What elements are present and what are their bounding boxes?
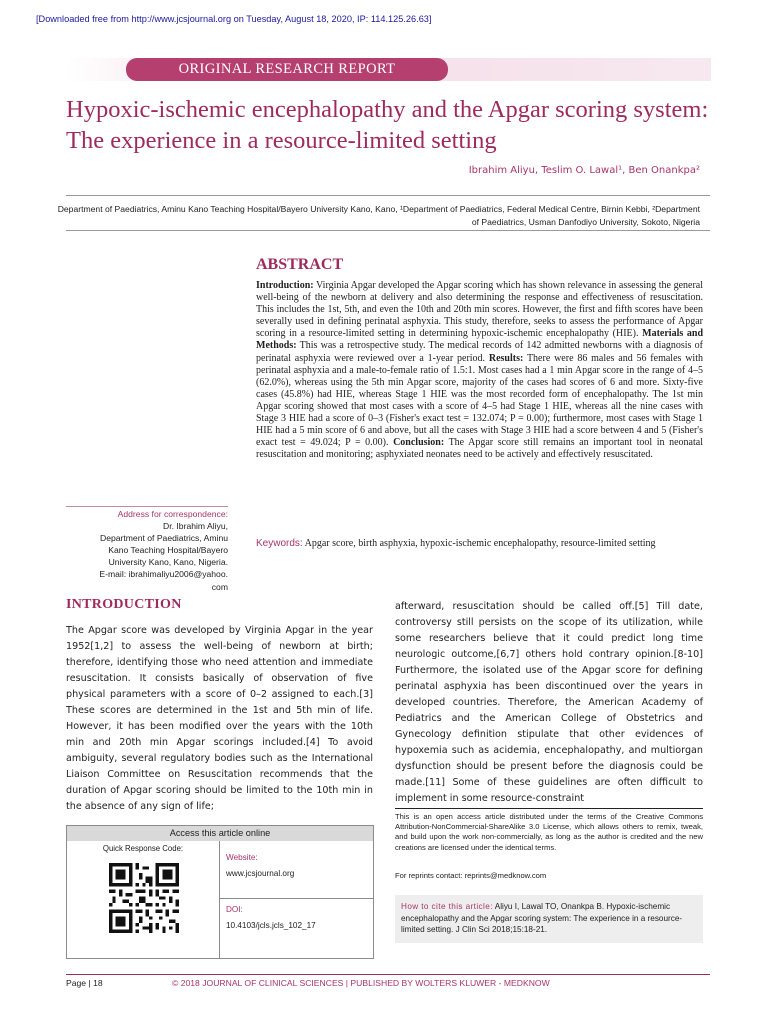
reprints-contact: For reprints contact: reprints@medknow.com: [395, 871, 547, 880]
divider-affiliations: [66, 230, 710, 231]
introduction-column-2: afterward, resuscitation should be called off.[5] Till date, controversy still persists on the scope of its utilization, while some researchers believe that it could predict long time neurologic outcome,[6,7] others hold contrary opinion.[8-10] Furthermore, the isolated use of the Apgar score for defining perinatal asphyxia has been discontinued over the years in developed countries. Therefore, the American Academy of Pediatrics and the American College of Obstetrics and Gynecology definition stipulate that other evidences of hypoxemia such as acidemia, encephalopathy, and multiorgan dysfunction should be present before the diagnosis could be made.[11] Some of these guidelines are often difficult to implement in some resource-constraint: [395, 601, 703, 804]
correspondence-line: University Kano, Kano, Nigeria.: [108, 557, 228, 568]
correspondence-line: Department of Paediatrics, Aminu: [99, 533, 228, 544]
access-article-box: [66, 825, 374, 959]
correspondence-divider: [66, 506, 228, 507]
doi-label: DOI:: [226, 905, 243, 914]
website-row: [220, 841, 373, 899]
citation-text: Aliyu I, Lawal TO, Onankpa B. Hypoxic-ischemic encephalopathy and the Apgar scoring system: The experience in a resource-limited setting. J Clin Sci 2018;15:18-21.: [401, 902, 683, 934]
correspondence-line: Kano Teaching Hospital/Bayero: [108, 545, 228, 556]
abstract-results-label: Results:: [488, 352, 524, 364]
section-banner: [66, 58, 711, 81]
license-divider: [395, 808, 703, 809]
keywords-text: Apgar score, birth asphyxia, hypoxic-ischemic encephalopathy, resource-limited setting: [304, 538, 656, 549]
abstract-heading: ABSTRACT: [256, 256, 344, 273]
introduction-column-1: The Apgar score was developed by Virginia Apgar in the year 1952[1,2] to assess the well-being of newborn at birth; therefore, identifying those who need attention and immediate resuscitation. It consists basically of observation of five physical parameters with a score of 0–2 assigned to each.[3] These scores are determined in the 1st and 5th min of life. However, it has been modified over the years with the 10th min and 20th min Apgar scorings included.[4] To avoid ambiguity, several regulatory bodies such as the International Liaison Committee on Resuscitation recommends that the duration of Apgar scoring should be limited to the 10th min in the absence of any sign of life;: [66, 625, 373, 812]
abstract-intro-text: Virginia Apgar developed the Apgar scoring which has shown relevance in assessing the general well-being of the newborn at delivery and also determining the response and effectiveness of resuscitation. This includes the 1st, 5th, and even the 10th and 20th min scores. However, the first and fifth scores have been severally used in defining perinatal asphyxia. This study, therefore, seeks to assess the performance of Apgar scoring in a resource-limited setting in determining hypoxic-ischemic encephalopathy (HIE).: [256, 280, 703, 340]
abstract-methods-label: Materials and Methods:: [256, 328, 704, 352]
abstract-intro-label: Introduction:: [256, 280, 314, 291]
abstract-methods-text: This was a retrospective study. The medical records of 142 admitted newborns with a diagnosis of perinatal asphyxia were reviewed over a 1-year period.: [256, 340, 703, 364]
keywords-label: Keywords:: [256, 538, 303, 549]
author-list: Ibrahim Aliyu, Teslim O. Lawal¹, Ben Onankpa²: [468, 165, 700, 176]
divider-top: [66, 195, 710, 196]
affiliations: Department of Paediatrics, Aminu Kano Teaching Hospital/Bayero University Kano, Kano, ¹Department of Paediatrics, Federal Medical Centre, Birnin Kebbi, ²Department of Paediatrics, Usman Danfodiyo University, Sokoto, Nigeria: [57, 204, 700, 227]
keywords: [256, 538, 703, 550]
correspondence-line: Dr. Ibrahim Aliyu,: [163, 521, 228, 532]
doi-link[interactable]: 10.4103/jcls.jcls_102_17: [226, 921, 316, 930]
introduction-heading: INTRODUCTION: [66, 597, 182, 612]
footer-publisher: © 2018 JOURNAL OF CLINICAL SCIENCES | PUBLISHED BY WOLTERS KLUWER - MEDKNOW: [172, 978, 550, 988]
page-number: Page | 18: [66, 978, 103, 988]
section-label: ORIGINAL RESEARCH REPORT: [178, 61, 396, 77]
correspondence-heading: Address for correspondence:: [117, 509, 228, 519]
qr-cell: [67, 841, 220, 958]
citation-label: How to cite this article:: [401, 902, 493, 911]
qr-code-icon[interactable]: [109, 863, 179, 933]
abstract-body: [256, 280, 703, 461]
correspondence-email[interactable]: E-mail: ibrahimaliyu2006@yahoo.: [99, 569, 228, 580]
article-title: Hypoxic-ischemic encephalopathy and the Apgar scoring system: The experience in a resource-limited setting: [66, 96, 709, 154]
access-box-heading: Access this article online: [67, 826, 373, 841]
doi-row: [220, 899, 373, 957]
website-link[interactable]: www.jcsjournal.org: [226, 869, 295, 878]
download-notice: [Downloaded free from http://www.jcsjournal.org on Tuesday, August 18, 2020, IP: 114.125.26.63]: [36, 14, 432, 24]
abstract-conclusion-label: Conclusion:: [393, 437, 445, 449]
abstract-results-text: There were 86 males and 56 females with perinatal asphyxia and a male-to-female ratio of 1.5:1. Most cases had a 1 min Apgar score in the range of 4–5 (62.0%), whereas using the 5th min Apgar score, majority of the cases had scores of 6 and more. Sixty-five cases (45.8%) had HIE, whereas Stage 1 HIE was the most recorded form of encephalopathy. The 1st min Apgar scoring showed that most cases with a score of 4–5 had Stage 1 HIE, whereas all the nine cases with Stage 3 HIE had a score of 0–3 (Fisher's exact test = 132.074; P = 0.00); furthermore, most cases with Stage 1 HIE had a 5 min score of 6 and above, but all the cases with Stage 3 HIE had a score between 4 and 5 (Fisher's exact test = 49.024; P = 0.00).: [256, 352, 703, 449]
qr-label: Quick Response Code:: [102, 844, 184, 853]
license-text: This is an open access article distributed under the terms of the Creative Commons Attribution-NonCommercial-ShareAlike 3.0 License, which allows others to remix, tweak, and build upon the work non-commercially, as long as the author is credited and the new creations are licensed under the identical terms.: [395, 812, 703, 852]
correspondence-block: [66, 508, 228, 593]
footer-divider: [66, 974, 710, 975]
website-label: Website:: [226, 853, 258, 862]
citation-box: [395, 895, 703, 943]
correspondence-email-end[interactable]: com: [211, 581, 228, 592]
abstract-conclusion-text: The Apgar score still remains an important tool in neonatal resuscitation and monitoring; asphyxiated neonates need to be actively and effectively resuscitated.: [256, 437, 703, 461]
